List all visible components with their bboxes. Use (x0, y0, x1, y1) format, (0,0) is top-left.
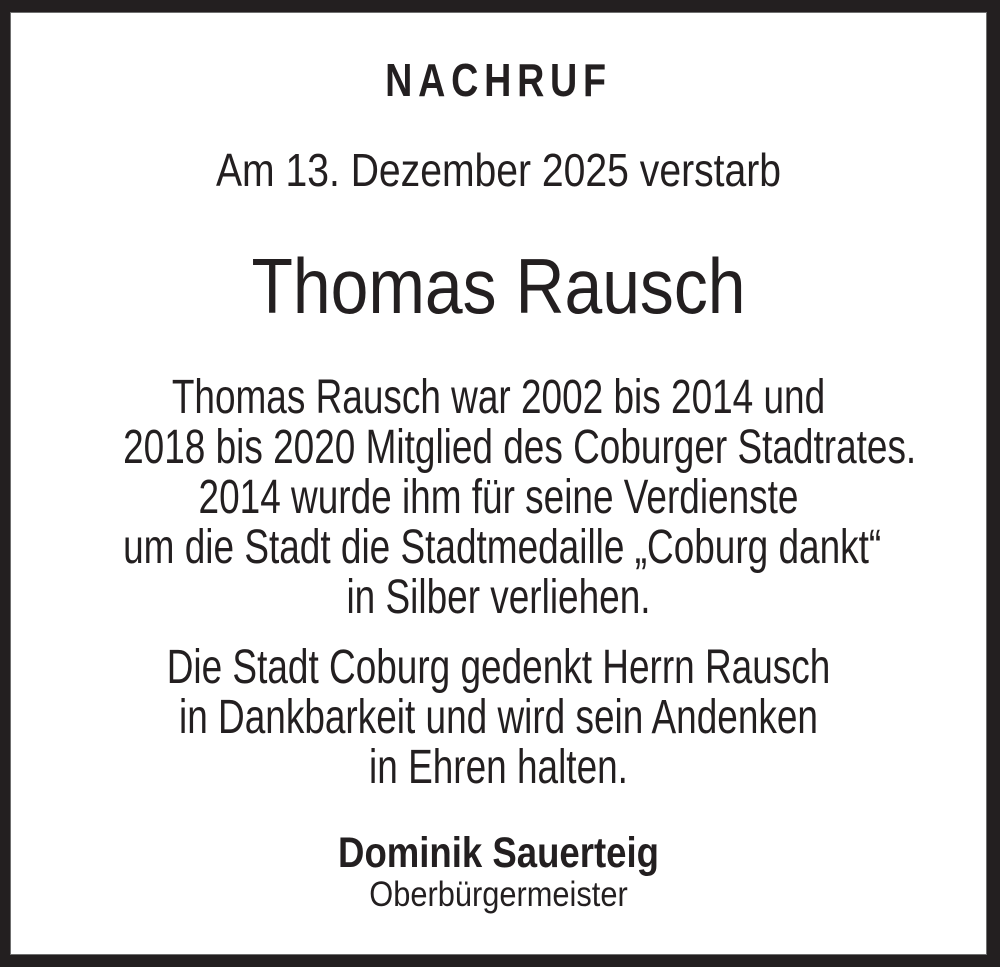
commemoration-line: Die Stadt Coburg gedenkt Herrn Rausch (166, 641, 831, 694)
biography-line: in Silber verliehen. (346, 571, 651, 624)
signatory-name: Dominik Sauerteig (338, 829, 659, 877)
biography-line: 2018 bis 2020 Mitglied des Coburger Stadtrates. (123, 421, 917, 474)
signatory-title: Oberbürgermeister (369, 875, 628, 914)
notice-frame (10, 12, 987, 955)
death-date-line: Am 13. Dezember 2025 verstarb (215, 144, 782, 196)
biography-line: um die Stadt die Stadtmedaille „Coburg dankt“ (123, 521, 882, 574)
biography-line: 2014 wurde ihm für seine Verdienste (198, 471, 799, 524)
notice-type-heading: NACHRUF (385, 54, 612, 106)
commemoration-line: in Dankbarkeit und wird sein Andenken (178, 691, 818, 744)
deceased-name: Thomas Rausch (251, 242, 746, 330)
biography-paragraph (123, 371, 917, 624)
biography-line: Thomas Rausch war 2002 bis 2014 und (171, 371, 826, 424)
obituary-notice (11, 13, 986, 954)
commemoration-paragraph (123, 643, 874, 793)
commemoration-line: in Ehren halten. (369, 741, 628, 794)
